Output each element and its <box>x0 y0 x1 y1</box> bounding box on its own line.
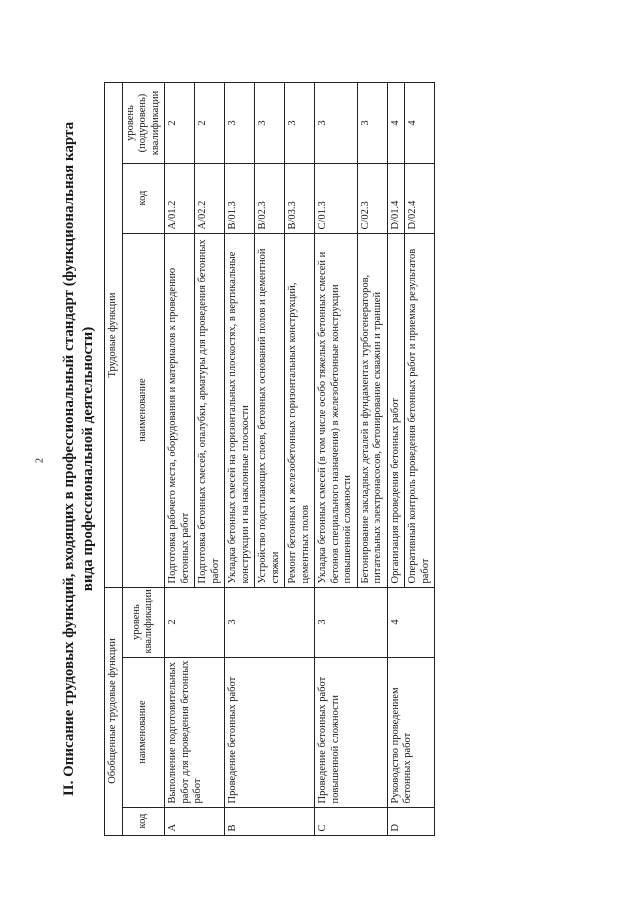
table-row <box>315 83 358 835</box>
function-level: 2 <box>195 83 225 163</box>
function-name: Бетонирование закладных деталей в фундаментах турбогенераторов, питательных электронасосов, бетонирование скважин и траншей <box>357 233 387 587</box>
function-name: Ремонт бетонных и железобетонных горизонтальных конструкций, цементных полов <box>285 233 315 587</box>
function-name: Подготовка рабочего места, оборудования и материалов к проведению бетонных работ <box>165 233 195 587</box>
group-name: Проведение бетонных работ повышенной сложности <box>315 657 388 807</box>
group-name: Руководство проведением бетонных работ <box>387 657 435 807</box>
col-name-header: наименование <box>122 657 165 807</box>
group-level: 2 <box>165 587 225 657</box>
table-row <box>165 83 195 835</box>
function-code: A/01.2 <box>165 163 195 233</box>
group-level: 4 <box>387 587 435 657</box>
group-level: 3 <box>315 587 388 657</box>
function-code: B/03.3 <box>285 163 315 233</box>
col-level-header: уровень квалификации <box>122 587 165 657</box>
col-code-header: код <box>122 807 165 835</box>
function-level: 4 <box>387 83 405 163</box>
function-level: 3 <box>285 83 315 163</box>
function-code: D/02.4 <box>405 163 435 233</box>
page-number: 2 <box>34 458 46 463</box>
group-code: C <box>315 807 388 835</box>
function-code: B/02.3 <box>255 163 285 233</box>
function-level: 3 <box>225 83 255 163</box>
group-code: B <box>225 807 315 835</box>
function-name: Подготовка бетонных смесей, опалубки, арматуры для проведения бетонных работ <box>195 233 225 587</box>
group-code: D <box>387 807 435 835</box>
group-name: Выполнение подготовительных работ для проведения бетонных работ <box>165 657 225 807</box>
group-name: Проведение бетонных работ <box>225 657 315 807</box>
function-name: Оперативный контроль проведения бетонных работ и приемка результатов работ <box>405 233 435 587</box>
function-name: Организация проведения бетонных работ <box>387 233 405 587</box>
function-level: 3 <box>357 83 387 163</box>
group-level: 3 <box>225 587 315 657</box>
function-name: Устройство подстилающих слоев, бетонных оснований полов и цементной стяжки <box>255 233 285 587</box>
page-title: II. Описание трудовых функций, входящих в профессиональный стандарт (функциональная карта вида профессиональной деятельности) <box>61 121 96 797</box>
function-code: A/02.2 <box>195 163 225 233</box>
function-code: D/01.4 <box>387 163 405 233</box>
function-name: Укладка бетонных смесей на горизонтальных плоскостях, в вертикальные конструкции и на наклонные плоскости <box>225 233 255 587</box>
function-code: B/01.3 <box>225 163 255 233</box>
function-level: 3 <box>255 83 285 163</box>
table-row <box>225 83 255 835</box>
col-function-level-header: уровень (подуровень) квалификации <box>122 83 165 163</box>
function-code: C/01.3 <box>315 163 358 233</box>
col-function-name-header: наименование <box>122 233 165 587</box>
function-level: 2 <box>165 83 195 163</box>
functional-map-table <box>104 83 435 836</box>
table-row <box>387 83 405 835</box>
function-code: C/02.3 <box>357 163 387 233</box>
function-name: Укладка бетонных смесей (в том числе особо тяжелых бетонных смесей и бетонов специального назначения) в железобетонные конструкции повышенной сложности <box>315 233 358 587</box>
rotated-page-content <box>60 69 580 849</box>
function-level: 4 <box>405 83 435 163</box>
labor-functions-header: Трудовые функции <box>105 83 123 587</box>
group-code: A <box>165 807 225 835</box>
col-function-code-header: код <box>122 163 165 233</box>
generalized-functions-header: Обобщенные трудовые функции <box>105 587 123 835</box>
function-level: 3 <box>315 83 358 163</box>
